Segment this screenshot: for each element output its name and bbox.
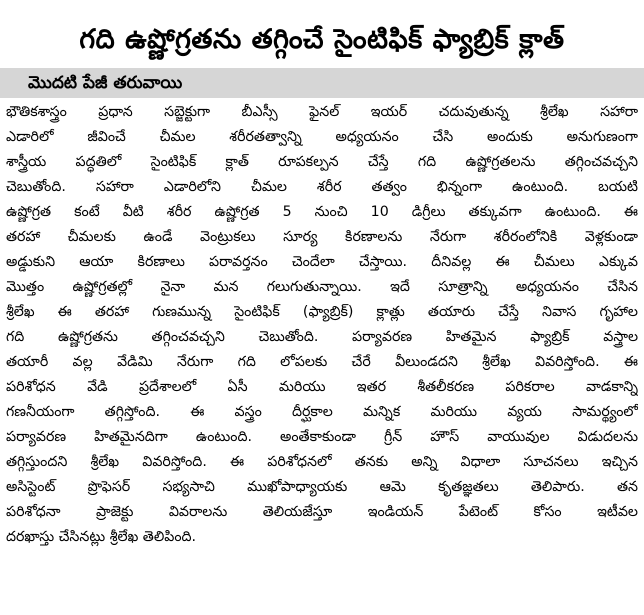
body-line: ఉష్ణోగ్రత కంటే వీటి శరీర ఉష్ణోగ్రత 5 నుంచి 10 డిగ్రీలు తక్కువగా ఉంటుంది. ఈ (6, 204, 638, 220)
body-line: శ్రీలేఖ ఈ తరహా గుణమున్న సైంటిఫిక్ (ఫ్యాబ్రిక్) క్లాత్లు తయారు చేస్తే నివాస గృహాల (6, 304, 638, 320)
body-line: తయారీ వల్ల వేడిమి నేరుగా గది లోపలకు చేరే వీలుండదని శ్రీలేఖ వివరిస్తోంది. ఈ (6, 354, 638, 370)
continuation-banner: మొదటి పేజీ తరువాయి (0, 68, 644, 98)
body-line: శాస్త్రీయ పద్ధతిలో సైంటిఫిక్ క్లాత్ రూపకల్పన చేస్తే గది ఉష్ణోగ్రతలను తగ్గించవచ్చని (6, 154, 638, 170)
body-line: గణనీయంగా తగ్గిస్తోంది. ఈ వస్త్రం దీర్ఘకాల మన్నిక మరియు వ్యయ సామర్థ్యంలో (6, 404, 638, 420)
body-line: పరిశోధనా ప్రాజెక్టు వివరాలను తెలియజేస్తూ ఇండియన్ పేటెంట్ కోసం ఇటీవల (6, 504, 638, 520)
body-line: మొత్తం ఉష్ణోగ్రతల్లో నైనా మన గలుగుతున్నాయి. ఇదే సూత్రాన్ని అధ్యయనం చేసిన (6, 279, 638, 295)
body-line: భౌతికశాస్త్రం ప్రధాన సబ్జెక్టుగా బీఎస్సీ ఫైనల్ ఇయర్ చదువుతున్న శ్రీలేఖ సహారా (6, 104, 638, 120)
body-line: పరిశోధన వేడి ప్రదేశాలలో ఏసీ మరియు ఇతర శీతలీకరణ పరికరాల వాడకాన్ని (6, 379, 638, 395)
body-line: ఎడారిలో జీవించే చీమల శరీరతత్వాన్ని అధ్యయనం చేసి అందుకు అనుగుణంగా (6, 129, 638, 145)
body-line: తగ్గిస్తుందని శ్రీలేఖ వివరిస్తోంది. ఈ పరిశోధనలో తనకు అన్ని విధాలా సూచనలు ఇచ్చిన (6, 454, 638, 470)
body-line: చెబుతోంది. సహారా ఎడారిలోని చీమల శరీర తత్వం భిన్నంగా ఉంటుంది. బయటి (6, 179, 638, 195)
body-line: గది ఉష్ణోగ్రతను తగ్గించవచ్చని చెబుతోంది. పర్యావరణ హితమైన ఫ్యాబ్రిక్ వస్త్రాల (6, 329, 638, 345)
body-line: అసిస్టెంట్ ప్రొఫెసర్ సభ్యసాచి ముఖోపాధ్యాయకు ఆమె కృతజ్ఞతలు తెలిపారు. తన (6, 479, 638, 495)
article-body (0, 98, 644, 550)
headline: గది ఉష్ణోగ్రతను తగ్గించే సైంటిఫిక్ ఫ్యాబ్రిక్ క్లాత్ (79, 24, 565, 55)
body-line: దరఖాస్తు చేసినట్లు శ్రీలేఖ తెలిపింది. (6, 529, 197, 545)
body-line: పర్యావరణ హితమైనదిగా ఉంటుంది. అంతేకాకుండా గ్రీన్ హౌస్ వాయువుల విడుదలను (6, 429, 638, 445)
body-line: తరహా చీమలకు ఉండే వెంట్రుకలు సూర్య కిరణాలను నేరుగా శరీరంలోనికి వెళ్లకుండా (6, 229, 638, 245)
body-line: అడ్డుకుని ఆయా కిరణాలు పరావర్తనం చెందేలా చేస్తాయి. దీనివల్ల ఈ చీమలు ఎక్కువ (6, 254, 638, 270)
